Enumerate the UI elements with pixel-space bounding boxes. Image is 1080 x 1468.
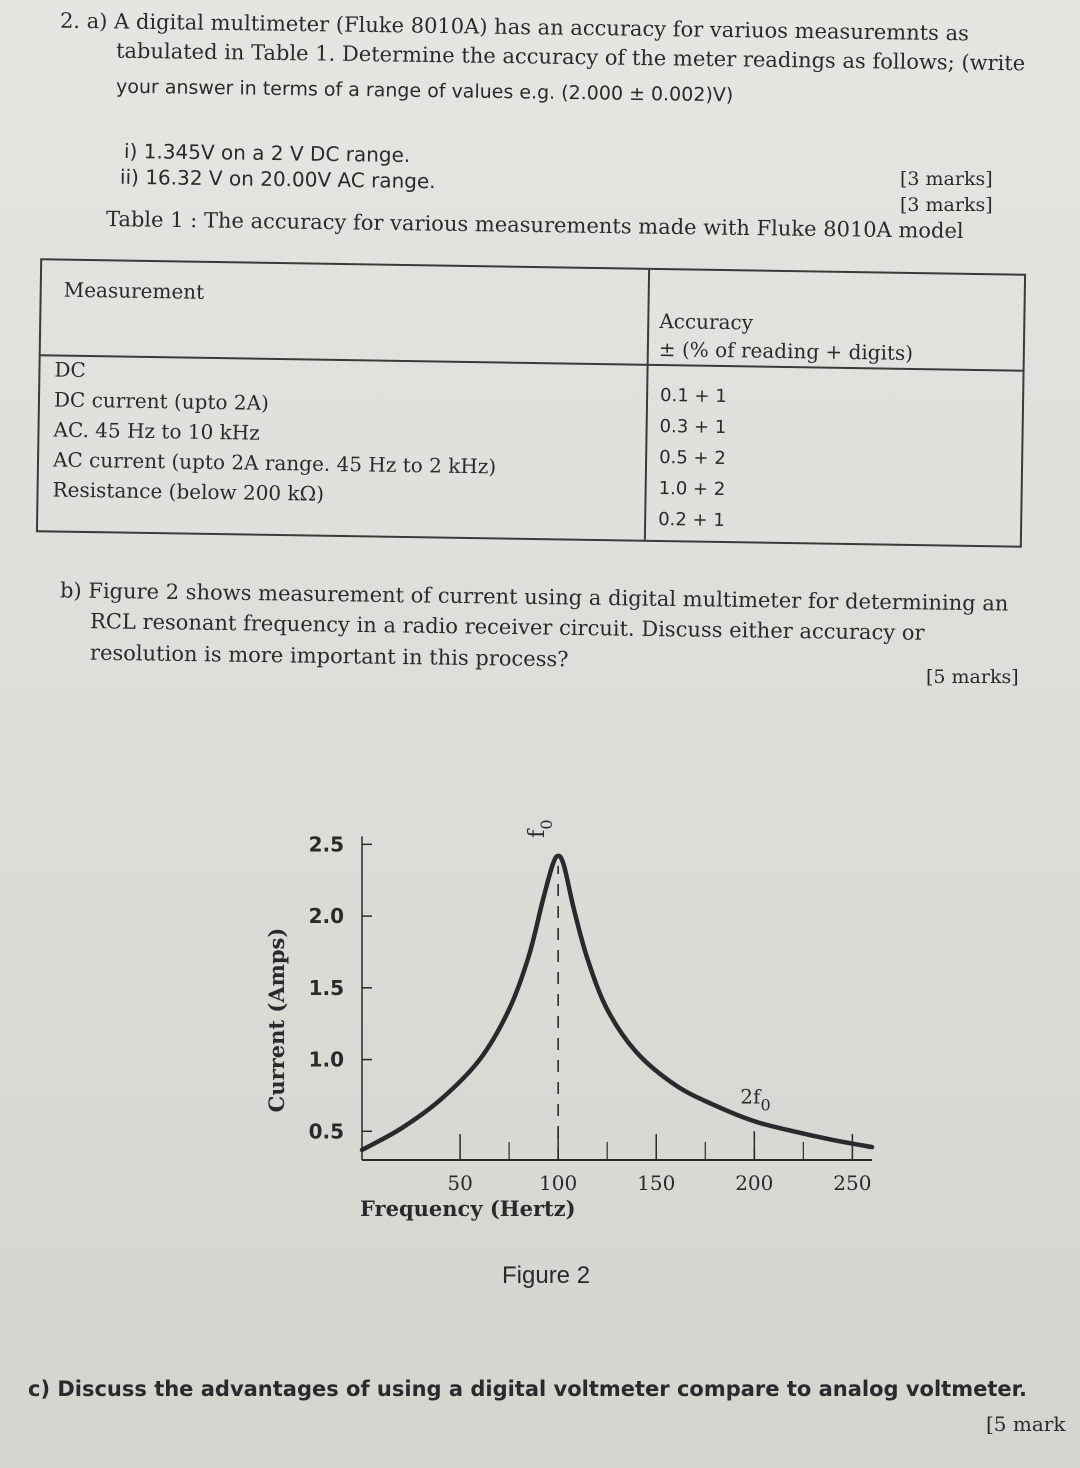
x-tick-label: 50 [447, 1171, 473, 1195]
x-tick-label: 150 [637, 1171, 676, 1195]
chart-axes [362, 836, 872, 1160]
q2c-marks: [5 mark [986, 1412, 1066, 1436]
resonance-chart [250, 800, 900, 1240]
y-tick-label: 2.0 [308, 904, 344, 929]
q2c-line1: c) Discuss the advantages of using a digital voltmeter compare to analog voltmeter. [28, 1377, 1027, 1401]
q2a-line2: tabulated in Table 1. Determine the accuracy of the meter readings as follows; (write [115, 38, 1026, 76]
x-tick-label: 250 [833, 1171, 872, 1195]
q2a-line1: 2. a) A digital multimeter (Fluke 8010A) has an accuracy for variuos measuremnts as [59, 8, 970, 46]
y-tick-label: 2.5 [308, 832, 344, 857]
accuracy-row: 0.5 + 2 [658, 447, 726, 470]
f0-label: $f_0$ [525, 819, 557, 838]
q2b-line1: b) Figure 2 shows measurement of current using a digital multimeter for determining an [59, 578, 1009, 616]
q2b-line3: resolution is more important in this process? [89, 640, 569, 672]
measurement-row: DC current (upto 2A) [53, 387, 270, 415]
accuracy-row: 0.2 + 1 [658, 509, 725, 532]
q2a-item-1: i) 1.345V on a 2 V DC range. [123, 139, 411, 167]
q2b-marks: [5 marks] [926, 666, 1019, 688]
q2a-marks-2: [3 marks] [900, 194, 993, 216]
table-header-accuracy-unit: ± (% of reading + digits) [658, 337, 914, 365]
table-column-divider [644, 270, 650, 540]
accuracy-row: 0.3 + 1 [659, 416, 727, 439]
chart-markers [558, 866, 754, 1160]
q2a-marks-1: [3 marks] [900, 168, 993, 190]
two-f0-label: $2f_0$ [740, 1084, 771, 1115]
q2b-line2: RCL resonant frequency in a radio receiver circuit. Discuss either accuracy or [89, 609, 925, 645]
q2a-line3: your answer in terms of a range of values e.g. (2.000 ± 0.002)V) [115, 75, 734, 107]
y-tick-label: 1.5 [308, 975, 344, 1000]
x-ticks [447, 1134, 871, 1195]
x-tick-label: 200 [735, 1171, 774, 1195]
table-caption: Table 1 : The accuracy for various measurements made with Fluke 8010A model [105, 207, 964, 243]
table-header-measurement: Measurement [63, 277, 205, 304]
y-tick-label: 0.5 [308, 1119, 344, 1144]
measurement-list [52, 355, 497, 512]
q2a-item-2: ii) 16.32 V on 20.00V AC range. [119, 164, 436, 194]
resonance-curve [362, 856, 872, 1150]
accuracy-row: 0.1 + 1 [659, 385, 727, 408]
table-header-accuracy: Accuracy [659, 309, 754, 335]
measurement-row: AC. 45 Hz to 10 kHz [53, 417, 260, 445]
measurement-row: DC [54, 357, 86, 383]
figure-caption: Figure 2 [502, 1262, 591, 1289]
measurement-row: AC current (upto 2A range. 45 Hz to 2 kHz) [52, 447, 497, 479]
accuracy-row: 1.0 + 2 [658, 478, 726, 501]
y-axis-label: Current (Amps) [264, 927, 289, 1113]
accuracy-list [658, 380, 727, 536]
accuracy-table [36, 258, 1026, 547]
x-axis-label: Frequency (Hertz) [360, 1196, 576, 1221]
y-tick-label: 1.0 [308, 1047, 344, 1072]
measurement-row: Resistance (below 200 kΩ) [52, 477, 325, 506]
chart-series [362, 856, 872, 1150]
x-tick-label: 100 [539, 1171, 578, 1195]
